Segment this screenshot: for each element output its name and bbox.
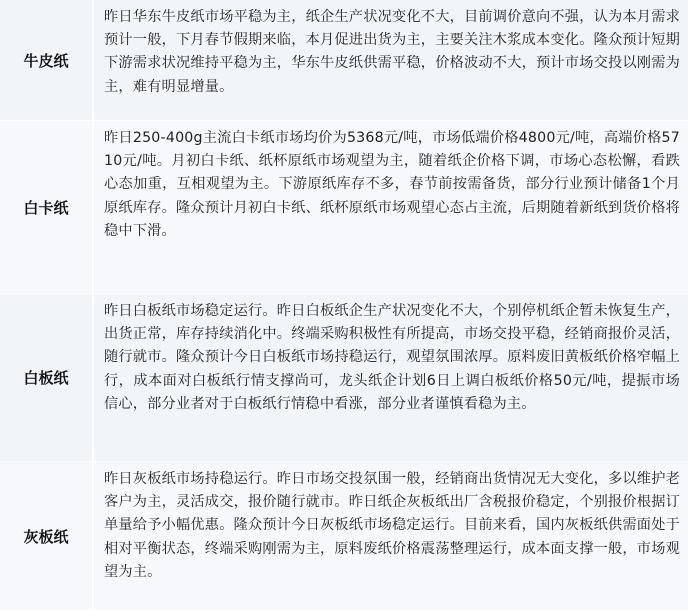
row-text-kraft-paper: 昨日华东牛皮纸市场平稳为主，纸企生产状况变化不大，目前调价意向不强，认为本月需求预计一般，下月春节假期来临，本月促进出货为主，主要关注木浆成本变化。隆众预计短期下游需求状况维持平稳为主，华东牛皮纸供需平稳，价格波动不大，预计市场交投以刚需为主，难有明显增量。	[94, 0, 688, 120]
row-label-white-board: 白板纸	[0, 294, 94, 461]
row-label-ivory-board: 白卡纸	[0, 121, 94, 293]
row-text-white-board: 昨日白板纸市场稳定运行。昨日白板纸企生产状况变化不大，个别停机纸企暂未恢复生产，出货正常，库存持续消化中。终端采购积极性有所提高，市场交投平稳，经销商报价灵活，随行就市。隆众预计今日白板纸市场持稳运行，观望氛围浓厚。原料废旧黄板纸价格窄幅上行，成本面对白板纸行情支撑尚可，龙头纸企计划6日上调白板纸价格50元/吨，提振市场信心，部分业者对于白板纸行情稳中看涨，部分业者谨慎看稳为主。	[94, 294, 688, 461]
table-row-white-board	[0, 294, 688, 462]
row-text-gray-board: 昨日灰板纸市场持稳运行。昨日市场交投氛围一般，经销商出货情况无大变化，多以维护老客户为主，灵活成交，报价随行就市。昨日纸企灰板纸出厂含税报价稳定，个别报价根据订单量给予小幅优惠。隆众预计今日灰板纸市场稳定运行。目前来看，国内灰板纸供需面处于相对平衡状态，终端采购刚需为主，原料废纸价格震荡整理运行，成本面支撑一般，市场观望为主。	[94, 462, 688, 610]
table-row-ivory-board	[0, 121, 688, 294]
row-label-gray-board: 灰板纸	[0, 462, 94, 610]
table-row-kraft-paper	[0, 0, 688, 121]
row-label-kraft-paper: 牛皮纸	[0, 0, 94, 120]
row-text-ivory-board: 昨日250-400g主流白卡纸市场均价为5368元/吨，市场低端价格4800元/吨，高端价格5710元/吨。月初白卡纸、纸杯原纸市场观望为主，随着纸企价格下调，市场心态松懈，看跌心态加重，互相观望为主。下游原纸库存不多，春节前按需备货，部分行业预计储备1个月原纸库存。隆众预计月初白卡纸、纸杯原纸市场观望心态占主流，后期随着新纸到货价格将稳中下滑。	[94, 121, 688, 293]
table-row-gray-board	[0, 462, 688, 611]
